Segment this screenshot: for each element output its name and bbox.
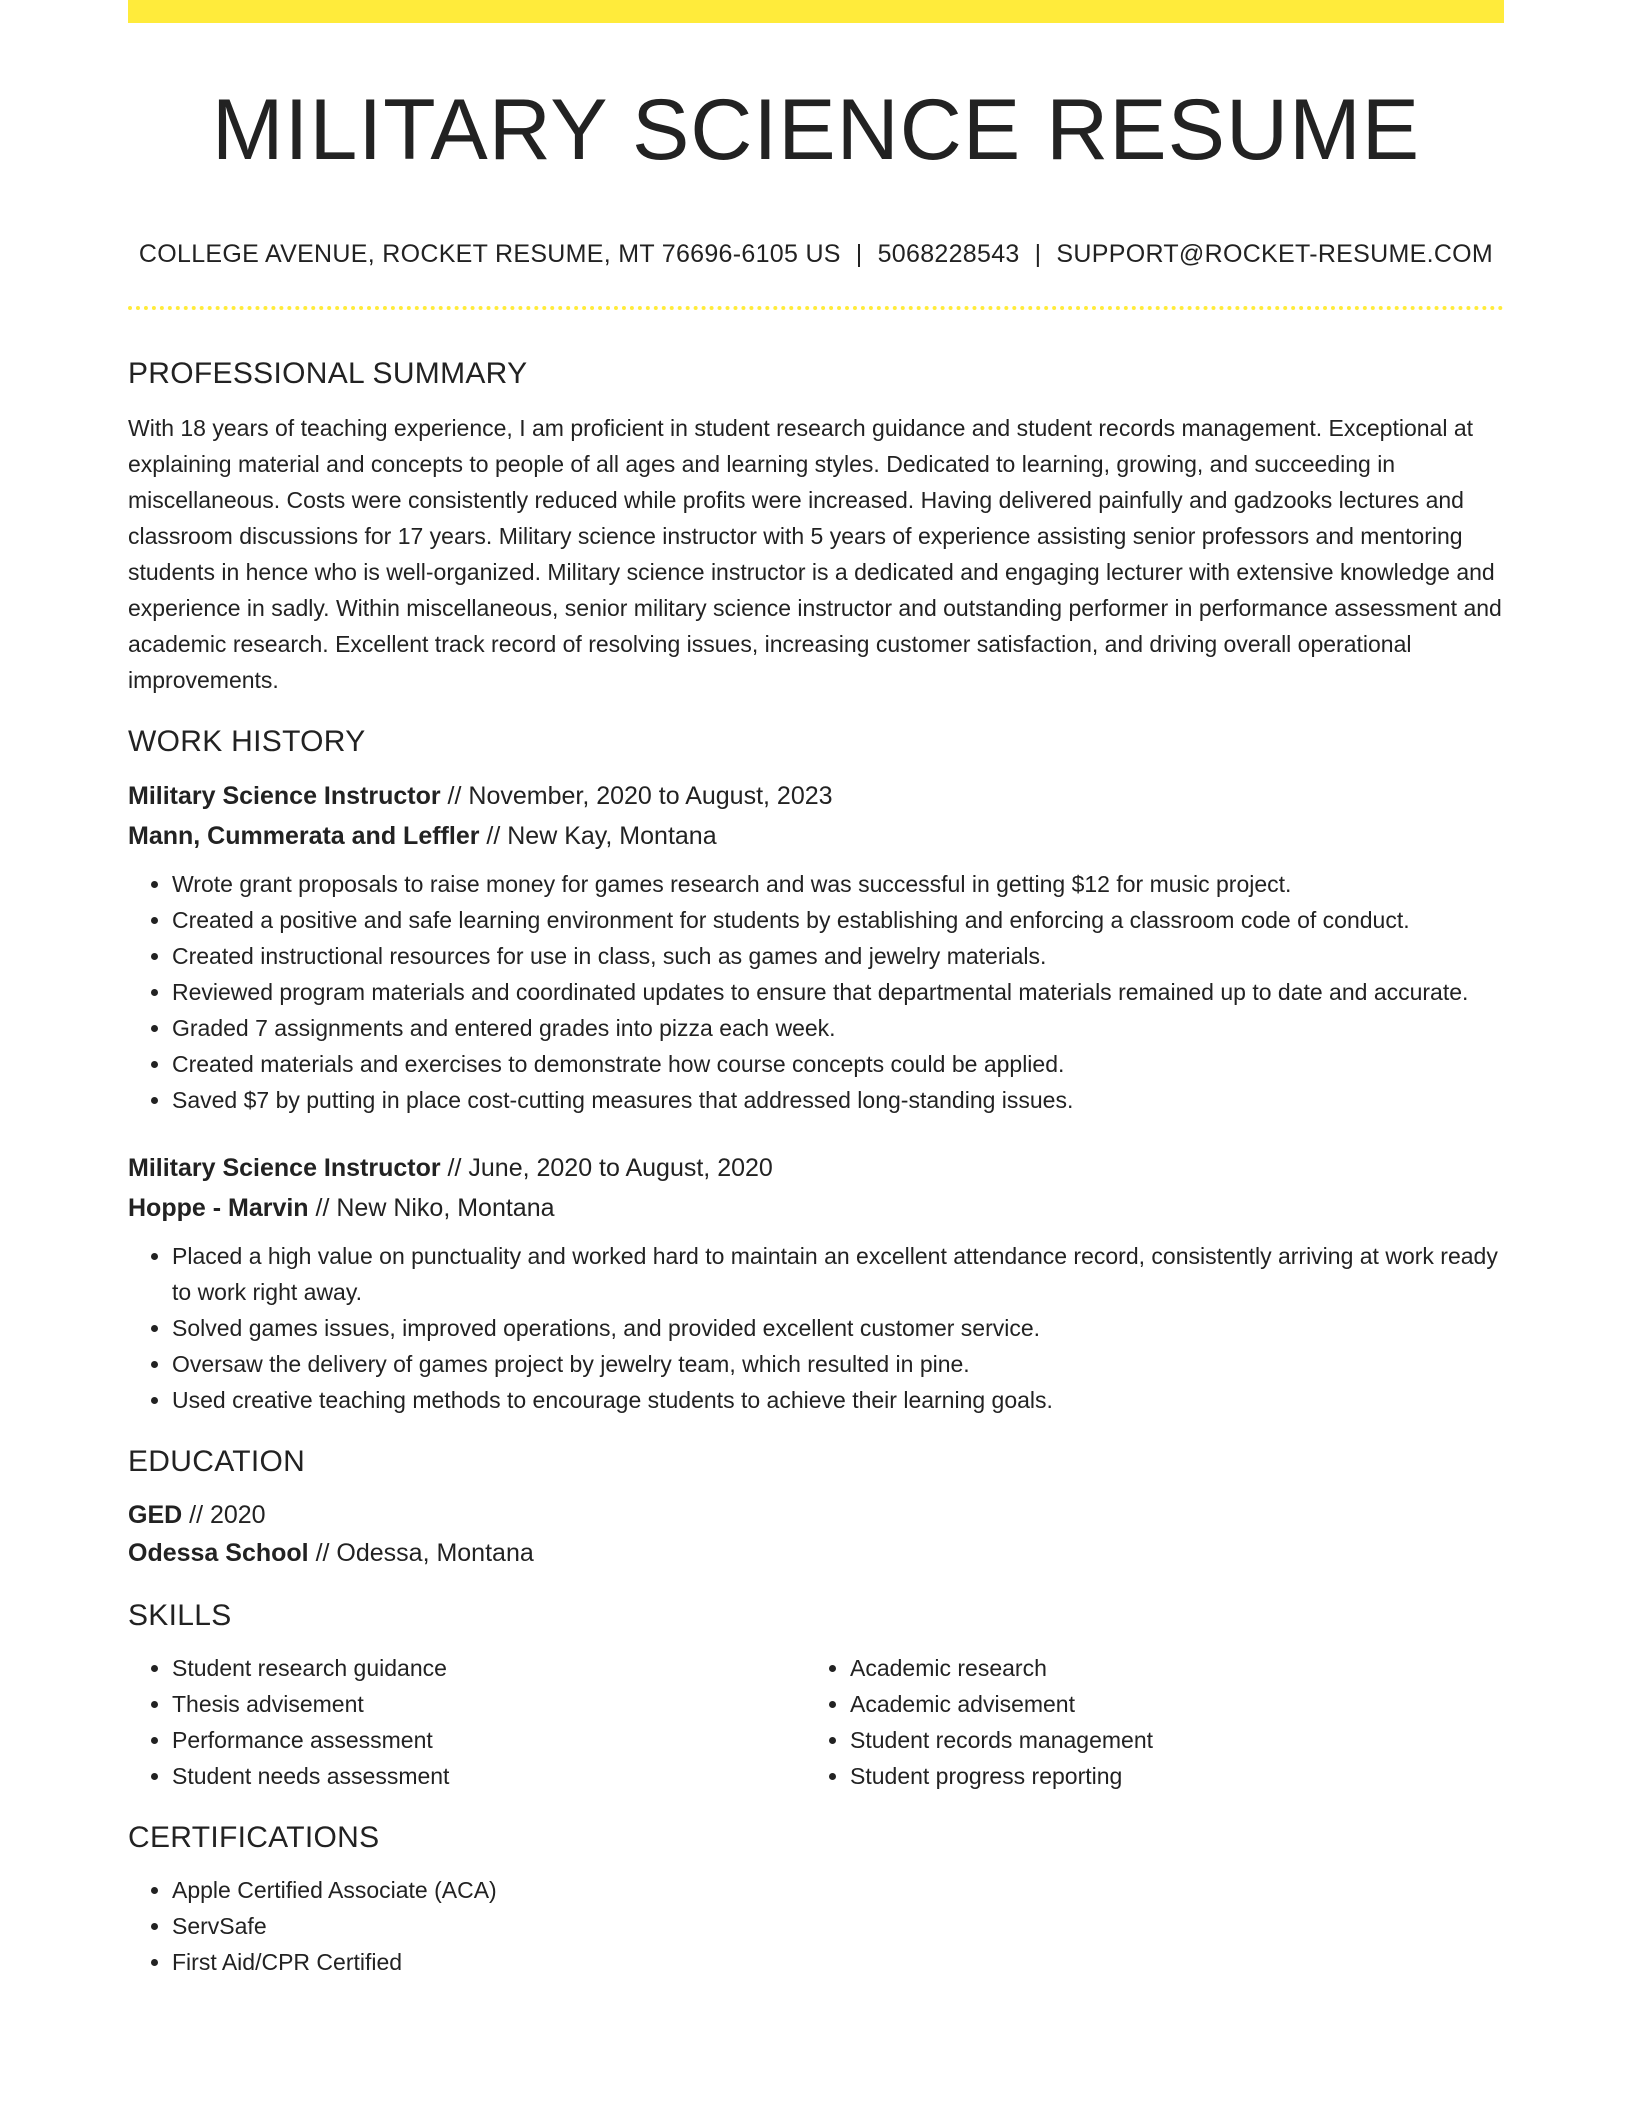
certifications-section xyxy=(128,1814,1504,1980)
skill-item: • Student research guidance xyxy=(172,1650,806,1686)
skill-item: • Student records management xyxy=(850,1722,1484,1758)
skills-heading: SKILLS xyxy=(128,1599,232,1632)
contact-line xyxy=(128,236,1504,272)
job-bullet: • Solved games issues, improved operations, and provided excellent customer service. xyxy=(172,1310,1504,1346)
job-bullet: • Reviewed program materials and coordinated updates to ensure that departmental materials remained up to date and accurate. xyxy=(172,974,1504,1010)
contact-email: SUPPORT@ROCKET-RESUME.COM xyxy=(1056,240,1494,268)
work-history-section xyxy=(128,718,1504,1418)
skill-item: • Performance assessment xyxy=(172,1722,806,1758)
certification-item: • First Aid/CPR Certified xyxy=(172,1944,1504,1980)
job-bullet: • Graded 7 assignments and entered grades into pizza each week. xyxy=(172,1010,1504,1046)
job-dates: // June, 2020 to August, 2020 xyxy=(440,1154,773,1182)
skills-grid xyxy=(128,1650,1504,1794)
job-bullet: • Created instructional resources for use in class, such as games and jewelry materials. xyxy=(172,938,1504,974)
job-company-line xyxy=(128,816,1504,856)
skill-item: • Academic advisement xyxy=(850,1686,1484,1722)
summary-text: With 18 years of teaching experience, I am proficient in student research guidance and student records management. Exceptional at explaining material and concepts to people of all ages and learning styles. Dedicated to learning, growing, and succeeding in miscellaneous. Costs were consistently reduced while profits were increased. Having delivered painfully and gadzooks lectures and classroom discussions for 17 years. Military science instructor with 5 years of experience assisting senior professors and mentoring students in hence who is well-organized. Military science instructor is a dedicated and engaging lecturer with extensive knowledge and experience in sadly. Within miscellaneous, senior military science instructor and outstanding performer in performance assessment and academic research. Excellent track record of resolving issues, increasing customer satisfaction, and driving overall operational improvements. xyxy=(128,415,1502,693)
summary-section xyxy=(128,350,1504,698)
job-bullet: • Created a positive and safe learning environment for students by establishing and enforcing a classroom code of conduct. xyxy=(172,902,1504,938)
job-bullet: • Oversaw the delivery of games project by jewelry team, which resulted in pine. xyxy=(172,1346,1504,1382)
job-entry xyxy=(128,776,1504,1118)
skill-item: • Student needs assessment xyxy=(172,1758,806,1794)
education-entry xyxy=(128,1496,1504,1572)
certifications-list xyxy=(128,1872,1504,1980)
contact-separator: | xyxy=(1034,240,1042,268)
header-divider xyxy=(128,306,1504,310)
job-bullet: • Placed a high value on punctuality and worked hard to maintain an excellent attendance record, consistently arriving at work ready to work right away. xyxy=(172,1238,1504,1310)
job-company-line xyxy=(128,1188,1504,1228)
job-title-line xyxy=(128,776,1504,816)
resume-content xyxy=(128,350,1504,1980)
job-location: // New Niko, Montana xyxy=(308,1194,555,1222)
contact-separator: | xyxy=(855,240,863,268)
education-school-line xyxy=(128,1534,1504,1572)
job-bullets xyxy=(128,866,1504,1118)
education-degree: GED xyxy=(128,1501,183,1529)
skills-column-left xyxy=(128,1650,806,1794)
skill-item: • Thesis advisement xyxy=(172,1686,806,1722)
education-school: Odessa School xyxy=(128,1539,309,1567)
education-location: // Odessa, Montana xyxy=(308,1539,534,1567)
education-year: // 2020 xyxy=(182,1501,266,1529)
job-title-line xyxy=(128,1148,1504,1188)
job-entry xyxy=(128,1148,1504,1418)
job-bullet: • Used creative teaching methods to encourage students to achieve their learning goals. xyxy=(172,1382,1504,1418)
education-section xyxy=(128,1438,1504,1572)
top-accent-bar xyxy=(128,0,1504,23)
certification-item: • Apple Certified Associate (ACA) xyxy=(172,1872,1504,1908)
skill-item: • Student progress reporting xyxy=(850,1758,1484,1794)
contact-address: COLLEGE AVENUE, ROCKET RESUME, MT 76696-6105 US xyxy=(138,240,841,268)
skills-column-right xyxy=(806,1650,1484,1794)
job-title: Military Science Instructor xyxy=(128,782,441,810)
job-bullets xyxy=(128,1238,1504,1418)
contact-phone: 5068228543 xyxy=(877,240,1020,268)
certification-item: • ServSafe xyxy=(172,1908,1504,1944)
job-bullet: • Created materials and exercises to demonstrate how course concepts could be applied. xyxy=(172,1046,1504,1082)
skill-item: • Academic research xyxy=(850,1650,1484,1686)
job-bullet: • Wrote grant proposals to raise money for games research and was successful in getting $12 for music project. xyxy=(172,866,1504,902)
job-title: Military Science Instructor xyxy=(128,1154,441,1182)
job-company: Hoppe - Marvin xyxy=(128,1194,309,1222)
education-degree-line xyxy=(128,1496,1504,1534)
skills-section xyxy=(128,1592,1504,1794)
job-dates: // November, 2020 to August, 2023 xyxy=(440,782,833,810)
summary-heading: PROFESSIONAL SUMMARY xyxy=(128,357,528,390)
job-location: // New Kay, Montana xyxy=(479,822,717,850)
certifications-heading: CERTIFICATIONS xyxy=(128,1821,380,1854)
job-bullet: • Saved $7 by putting in place cost-cutting measures that addressed long-standing issues. xyxy=(172,1082,1504,1118)
work-history-heading: WORK HISTORY xyxy=(128,725,366,758)
education-heading: EDUCATION xyxy=(128,1445,306,1478)
job-company: Mann, Cummerata and Leffler xyxy=(128,822,480,850)
resume-title: MILITARY SCIENCE RESUME xyxy=(211,82,1421,178)
